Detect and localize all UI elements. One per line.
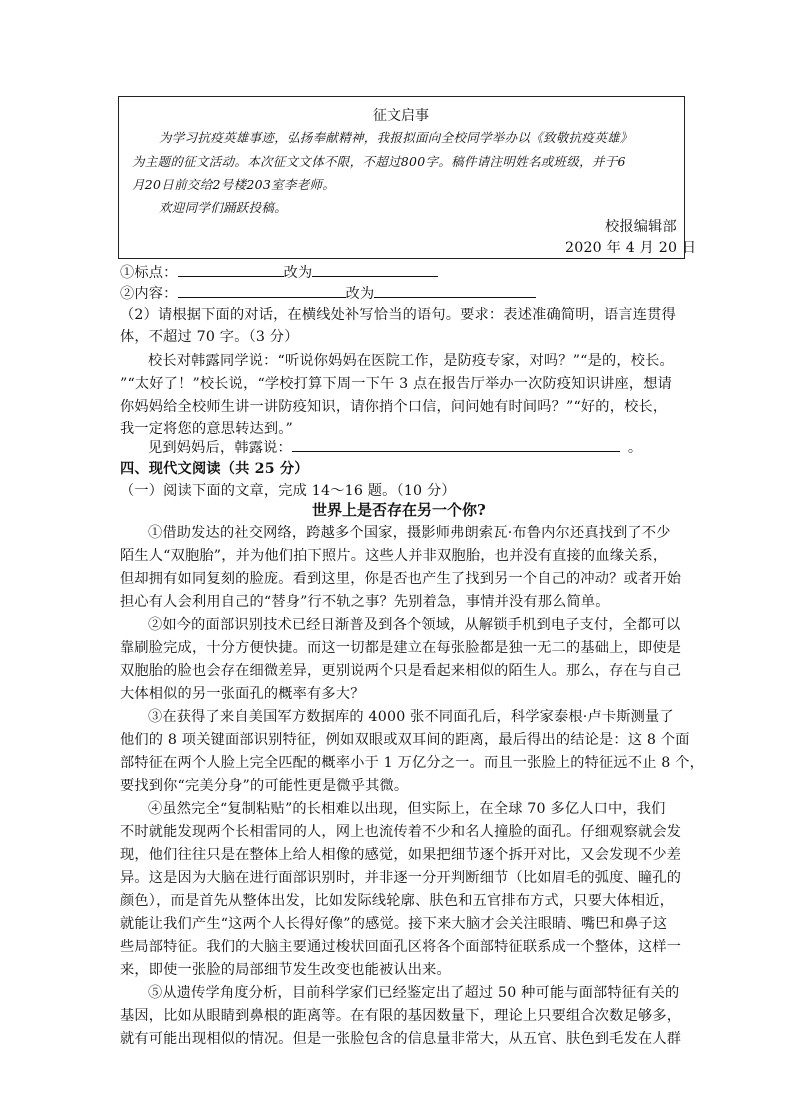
notice-box <box>118 96 697 259</box>
article-line: 但却拥有如同复刻的脸庞。看到这里，你是否也产生了找到另一个自己的冲动？或者开始 <box>120 571 682 587</box>
article-line: 基因，比如从眼睛到鼻根的距离等。在有限的基因数量下，理论上只要组合次数足够多， <box>120 1008 682 1024</box>
article-line: 双胞胎的脸也会存在细微差异，更别说两个只是看起来相似的陌生人。那么，存在与自己 <box>120 663 682 679</box>
article-line: ③在获得了来自美国军方数据库的 4000 张不同面孔后，科学家泰根·卢卡斯测量了 <box>148 709 674 725</box>
answer-blank[interactable] <box>292 437 620 452</box>
dialog-line: 校长对韩露同学说：“听说你妈妈在医院工作，是防疫专家，对吗？”“是的，校长。 <box>148 353 674 369</box>
answer-row <box>148 437 642 457</box>
dialog-line: 你妈妈给全校师生讲一讲防疫知识，请你捎个口信，问问她有时间吗？”“好的，校长， <box>120 399 668 415</box>
section-heading: 四、现代文阅读（共 25 分） <box>120 461 309 477</box>
notice-line: 为主题的征文活动。本次征文文体不限，不超过800字。稿件请注明姓名或班级，并于6 <box>132 154 626 169</box>
content-blank-2[interactable] <box>374 283 536 298</box>
q2-prompt: （2）请根据下面的对话，在横线处补写恰当的语句。要求：表述准确简明，语言连贯得 <box>120 307 676 323</box>
answer-end: 。 <box>627 440 643 456</box>
article-line: ②如今的面部识别技术已经日渐普及到各个领域，从解锁手机到电子支付，全都可以 <box>148 617 681 633</box>
section-sub: （一）阅读下面的文章，完成 14～16 题。（10 分） <box>120 483 456 499</box>
answer-label: 见到妈妈后，韩露说： <box>148 440 292 456</box>
content-label: ②内容： <box>120 286 178 302</box>
article-line: 来，即使一张脸的局部细节发生改变也能被认出来。 <box>120 962 451 978</box>
q2-prompt: 体，不超过 70 字。（3 分） <box>120 329 299 345</box>
dialog-line: ”“太好了！”校长说，“学校打算下周一下午 3 点在报告厅举办一次防疫知识讲座，想请 <box>120 376 673 392</box>
notice-line: 欢迎同学们踊跃投稿。 <box>159 200 288 215</box>
notice-date: 2020 年 4 月 20 日 <box>565 240 697 256</box>
article-line: 就有可能出现相似的情况。但是一张脸包含的信息量非常大，从五官、肤色到毛发在人群 <box>120 1031 682 1047</box>
article-line: ④虽然完全“复制粘贴”的长相难以出现，但实际上，在全球 70 多亿人口中，我们 <box>148 801 666 817</box>
notice-title: 征文启事 <box>373 108 429 124</box>
content-row <box>120 283 536 303</box>
article-line: ①借助发达的社交网络，跨越多个国家，摄影师弗朗索瓦·布鲁内尔还真找到了不少 <box>148 525 671 541</box>
article-title: 世界上是否存在另一个你? <box>312 501 486 519</box>
article-line: 些局部特征。我们的大脑主要通过梭状回面孔区将各个面部特征联系成一个整体，这样一 <box>120 939 682 955</box>
article-line: 陌生人“双胞胎”，并为他们拍下照片。这些人并非双胞胎，也并没有直接的血缘关系， <box>120 548 668 564</box>
article-line: 要找到你“完美分身”的可能性更是微乎其微。 <box>120 778 409 794</box>
dialog-line: 我一定将您的意思转达到。” <box>120 421 294 437</box>
punct-label: ①标点： <box>120 265 178 281</box>
punct-blank-1[interactable] <box>178 262 284 277</box>
article-line: 大体相似的另一张面孔的概率有多大？ <box>120 686 365 702</box>
notice-line: 月20日前交给2号楼203室李老师。 <box>132 177 336 192</box>
content-blank-1[interactable] <box>178 283 346 298</box>
article-line: 现，他们往往只是在整体上给人相像的感觉，如果把细节逐个拆开对比，又会发现不少差 <box>120 847 682 863</box>
article-line: 部特征在两个人脸上完全匹配的概率小于 1 万亿分之一。而且一张脸上的特征远不止 8 个， <box>120 755 705 771</box>
article-line: 担心有人会利用自己的“替身”行不轨之事？先别着急，事情并没有那么简单。 <box>120 594 610 610</box>
article-line: 就能让我们产生“这两个人长得好像”的感觉。接下来大脑才会关注眼睛、嘴巴和鼻子这 <box>120 916 668 932</box>
article-line: 不时就能发现两个长相雷同的人，网上也流传着不少和名人撞脸的面孔。仔细观察就会发 <box>120 824 682 840</box>
punct-blank-2[interactable] <box>312 262 438 277</box>
article-line: 颜色），而是首先从整体出发，比如发际线轮廓、肤色和五官排布方式，只要大体相近， <box>120 893 675 909</box>
content-mid: 改为 <box>345 286 375 302</box>
notice-org: 校报编辑部 <box>605 219 677 235</box>
article-line: 他们的 8 项关键面部识别特征，例如双眼或双耳间的距离，最后得出的结论是：这 8 个面 <box>120 732 690 748</box>
punct-mid: 改为 <box>283 265 313 281</box>
punct-row <box>120 262 438 282</box>
notice-line: 为学习抗疫英雄事迹，弘扬奉献精神，我报拟面向全校同学举办以《致敬抗疫英雄》 <box>159 130 633 145</box>
article-line: 异。这是因为大脑在进行面部识别时，并非逐一分开判断细节（比如眉毛的弧度、瞳孔的 <box>120 870 682 886</box>
article-line: 靠刷脸完成，十分方便快捷。而这一切都是建立在每张脸都是独一无二的基础上，即使是 <box>120 640 682 656</box>
article-line: ⑤从遗传学角度分析，目前科学家们已经鉴定出了超过 50 种可能与面部特征有关的 <box>148 985 680 1001</box>
